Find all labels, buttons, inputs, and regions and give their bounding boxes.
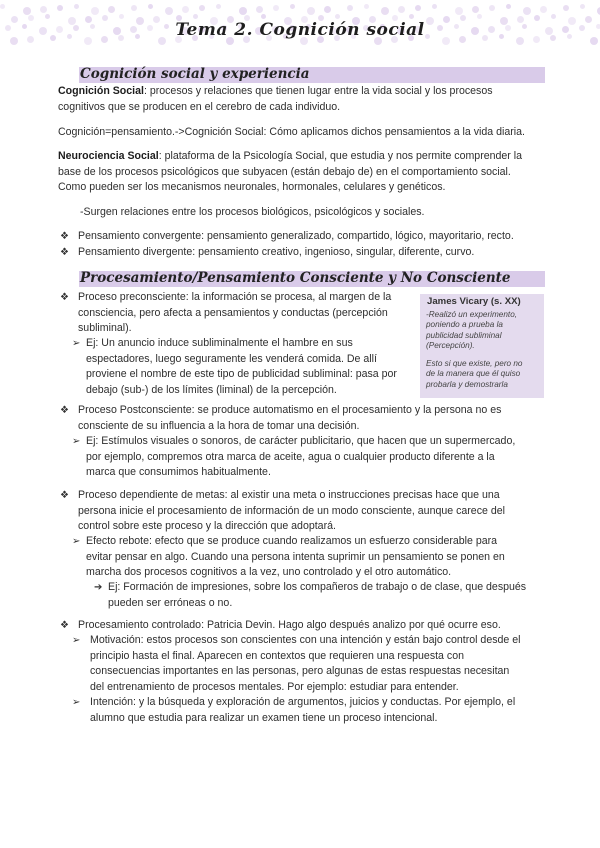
line: espectadores, luego seguramente les venderá comida. De allí [86, 352, 377, 365]
line: publicidad subliminal [426, 330, 502, 340]
diamond-bullet-icon: ❖ [60, 405, 69, 416]
decorative-dot [91, 7, 99, 15]
line: consciencia, pero afecta a pensamientos y conductas (percepción [78, 306, 388, 319]
side-note-text-2 [426, 359, 523, 390]
line: probarla y demostrarla [426, 379, 508, 389]
decorative-dot [256, 6, 263, 13]
definition-cognicion-social [58, 84, 493, 115]
line: persona inicie el procesamiento de información de un modo consciente, aunque carece del [78, 504, 505, 517]
decorative-dot [45, 14, 50, 19]
arrow-bullet-icon: ➢ [72, 697, 81, 708]
bullet-divergente: Pensamiento divergente: pensamiento creativo, ingenioso, singular, diferente, curvo. [78, 246, 475, 258]
decorative-dot [0, 4, 5, 9]
decorative-dot [335, 14, 340, 19]
line: evitar pensar en algo. Cuando una persona intenta suprimir un pensamiento se ponen en [86, 550, 505, 563]
decorative-dot [381, 7, 389, 15]
paragraph-relaciones: -Surgen relaciones entre los procesos biológicos, psicológicos y sociales. [80, 206, 425, 218]
decorative-dot [199, 5, 205, 11]
line: Motivación: estos procesos son conscientes con una intención y están bajo control desde el [90, 634, 521, 646]
decorative-dot [119, 14, 124, 19]
paragraph-cognicion-pensamiento: Cognición=pensamiento.->Cognición Social: Cómo aplicamos dichos pensamientos a la vida diaria. [58, 126, 525, 138]
decorative-dot [398, 6, 405, 13]
line: consecuencias importantes en las personas, pero algunas de estas respuestas necesitan [90, 665, 510, 677]
line: Proceso preconsciente: la información se procesa, al margen de la [78, 291, 392, 303]
line: Intención: y la búsqueda y exploración de argumentos, juicios y conductas. Por ejemplo, el [90, 696, 516, 708]
bullet-convergente: Pensamiento convergente: pensamiento generalizado, compartido, lógico, mayoritario, recto. [78, 230, 514, 242]
decorative-dot [540, 6, 547, 13]
diamond-bullet-icon: ❖ [60, 620, 69, 631]
text: cognitivos que se producen en el cerebro de cada individuo. [58, 100, 341, 113]
line: de la manera que él quiso [426, 369, 521, 379]
decorative-dot [216, 4, 221, 9]
line: Ej: Formación de impresiones, sobre los compañeros de trabajo o de clase, que después [108, 581, 527, 593]
line: Esto si que existe, pero no [426, 359, 523, 368]
line: control sobre este proceso y la dirección que adoptará. [78, 520, 336, 532]
page-title: Tema 2. Cognición social [175, 20, 425, 40]
decorative-dot [165, 7, 173, 15]
decorative-dot [193, 14, 198, 19]
example-preconsciente [86, 336, 397, 398]
decorative-dot [148, 4, 153, 9]
decorative-dot [74, 4, 79, 9]
term: Cognición Social [58, 85, 144, 97]
decorative-dot [432, 4, 437, 9]
line: alumno que estudia para realizar un examen tiene un proceso intencional. [90, 711, 438, 724]
decorative-dot [108, 6, 115, 13]
diamond-bullet-icon: ❖ [60, 292, 69, 303]
decorative-dot [290, 4, 295, 9]
text: Como pueden ser los mecanismos neuronales, hormonales, celulares y genéticos. [58, 181, 446, 193]
decorative-dot [40, 6, 47, 13]
sub-motivacion [90, 633, 520, 695]
line: marcha dos procesos cognitivos a la vez, uno controlado y el otro automático. [86, 566, 452, 578]
definition-neurociencia-social [58, 149, 522, 196]
sub-intencion [90, 695, 515, 726]
line: Efecto rebote: efecto que se produce cuando realizamos un esfuerzo considerable para [86, 535, 498, 547]
arrow-bullet-icon: ➢ [72, 436, 81, 447]
text: : plataforma de la Psicología Social, que estudia y nos permite comprender la [158, 150, 523, 162]
line: del entrenamiento de procesos mentales. Por ejemplo: estudiar para entender. [90, 680, 459, 693]
line: principio hasta el final. Aparecen en contextos que requieren una respuesta con [90, 649, 464, 662]
decorative-dot [273, 5, 279, 11]
right-arrow-icon: ➔ [94, 582, 103, 593]
sub-efecto-rebote [86, 534, 505, 581]
section-heading-procesamiento: Procesamiento/Pensamiento Consciente y No Consciente [80, 270, 511, 286]
decorative-dot [409, 14, 414, 19]
diamond-bullet-icon: ❖ [60, 231, 69, 242]
example-impresiones [108, 580, 526, 611]
decorative-dot [580, 4, 585, 9]
diamond-bullet-icon: ❖ [60, 247, 69, 258]
line: Ej: Estímulos visuales o sonoros, de carácter publicitario, que hacen que un supermercado, [86, 435, 516, 447]
text: : procesos y relaciones que tienen lugar entre la vida social y los procesos [143, 85, 493, 97]
arrow-bullet-icon: ➢ [72, 338, 81, 349]
decorative-dot [23, 7, 31, 15]
decorative-dot [307, 7, 315, 15]
bullet-postconsciente [78, 403, 501, 434]
decorative-dot [182, 6, 189, 13]
decorative-dot [455, 7, 463, 15]
diamond-bullet-icon: ❖ [60, 490, 69, 501]
arrow-bullet-icon: ➢ [72, 536, 81, 547]
line: por ejemplo, compremos otra marca de aceite, agua o cualquier producto diferente a la [86, 450, 495, 463]
line: proviene el nombre de este tipo de publicidad subliminal: pasa por [86, 368, 397, 380]
line: pueden ser erróneas o no. [108, 596, 233, 609]
line: debajo (sub-) de los límites (liminal) de la percepción. [86, 383, 337, 396]
decorative-dot [477, 14, 482, 19]
section-heading-cognicion: Cognición social y experiencia [80, 66, 310, 82]
line: poniendo a prueba la [426, 320, 503, 330]
line: marca que consumimos habitualmente. [86, 466, 271, 478]
decorative-dot [57, 5, 63, 11]
line: -Realizó un experimento, [426, 310, 518, 319]
bullet-dependiente-metas [78, 488, 505, 535]
decorative-dot [415, 5, 421, 11]
decorative-dot [563, 5, 569, 11]
decorative-dot [261, 14, 266, 19]
term: Neurociencia Social [58, 150, 159, 162]
side-note-text-1 [426, 310, 517, 352]
line: Ej: Un anuncio induce subliminalmente el hambre en sus [86, 337, 353, 349]
line: subliminal). [78, 322, 132, 334]
decorative-dot [506, 4, 511, 9]
line: Proceso Postconsciente: se produce automatismo en el procesamiento y la persona no es [78, 404, 502, 416]
text: base de los procesos psicológicos que subyacen (están debajo de) en el comportamiento social. [58, 165, 511, 178]
example-postconsciente [86, 434, 515, 481]
line: (Percepción). [426, 341, 475, 351]
arrow-bullet-icon: ➢ [72, 635, 81, 646]
decorative-dot [364, 4, 369, 9]
decorative-dot [551, 14, 556, 19]
decorative-dot [472, 6, 479, 13]
decorative-dot [324, 6, 331, 13]
side-note-heading: James Vicary (s. XX) [427, 296, 521, 307]
decorative-dot [347, 5, 353, 11]
decorative-dot [131, 5, 137, 11]
bullet-controlado: Procesamiento controlado: Patricia Devin. Hago algo después analizo por qué ocurre eso. [78, 619, 501, 631]
line: Proceso dependiente de metas: al existir una meta o instrucciones precisas hace que una [78, 489, 500, 501]
bullet-preconsciente [78, 290, 391, 337]
decorative-dot [523, 7, 531, 15]
decorative-dot [239, 7, 247, 15]
line: consciente de su influencia a la hora de tomar una decisión. [78, 419, 360, 432]
decorative-dot [489, 5, 495, 11]
